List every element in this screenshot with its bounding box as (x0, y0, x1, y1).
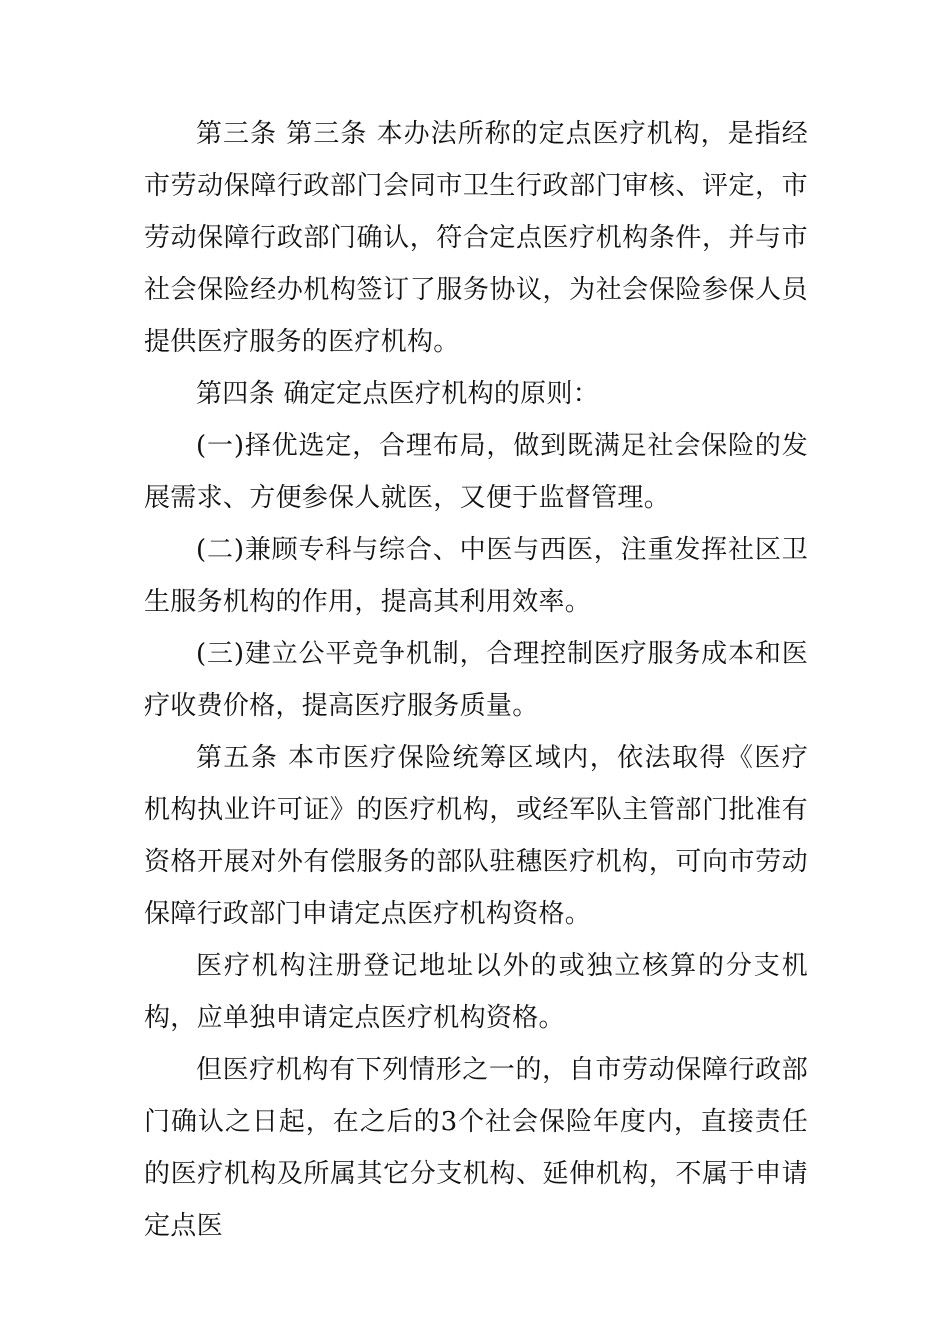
document-body (144, 108, 808, 1252)
paragraph-article-4: 第四条 确定定点医疗机构的原则： (196, 379, 600, 409)
paragraph-exclusion: 但医疗机构有下列情形之一的，自市劳动保障行政部门确认之日起，在之后的3个社会保险年度内，直接责任的医疗机构及所属其它分支机构、延伸机构，不属于申请定点医 (144, 1055, 808, 1241)
paragraph-branch-institutions: 医疗机构注册登记地址以外的或独立核算的分支机构，应单独申请定点医疗机构资格。 (144, 951, 808, 1033)
paragraph-principle-2: (二)兼顾专科与综合、中医与西医，注重发挥社区卫生服务机构的作用，提高其利用效率。 (144, 535, 808, 617)
paragraph-principle-1: (一)择优选定，合理布局，做到既满足社会保险的发展需求、方便参保人就医，又便于监督管理。 (144, 431, 808, 513)
paragraph-principle-3: (三)建立公平竞争机制，合理控制医疗服务成本和医疗收费价格，提高医疗服务质量。 (144, 639, 808, 721)
paragraph-article-3: 第三条 第三条 本办法所称的定点医疗机构，是指经市劳动保障行政部门会同市卫生行政部门审核、评定，市劳动保障行政部门确认，符合定点医疗机构条件，并与市社会保险经办机构签订了服务协议，为社会保险参保人员提供医疗服务的医疗机构。 (144, 119, 808, 357)
paragraph-article-5: 第五条 本市医疗保险统筹区域内，依法取得《医疗机构执业许可证》的医疗机构，或经军队主管部门批准有资格开展对外有偿服务的部队驻穗医疗机构，可向市劳动保障行政部门申请定点医疗机构资格。 (144, 743, 808, 929)
